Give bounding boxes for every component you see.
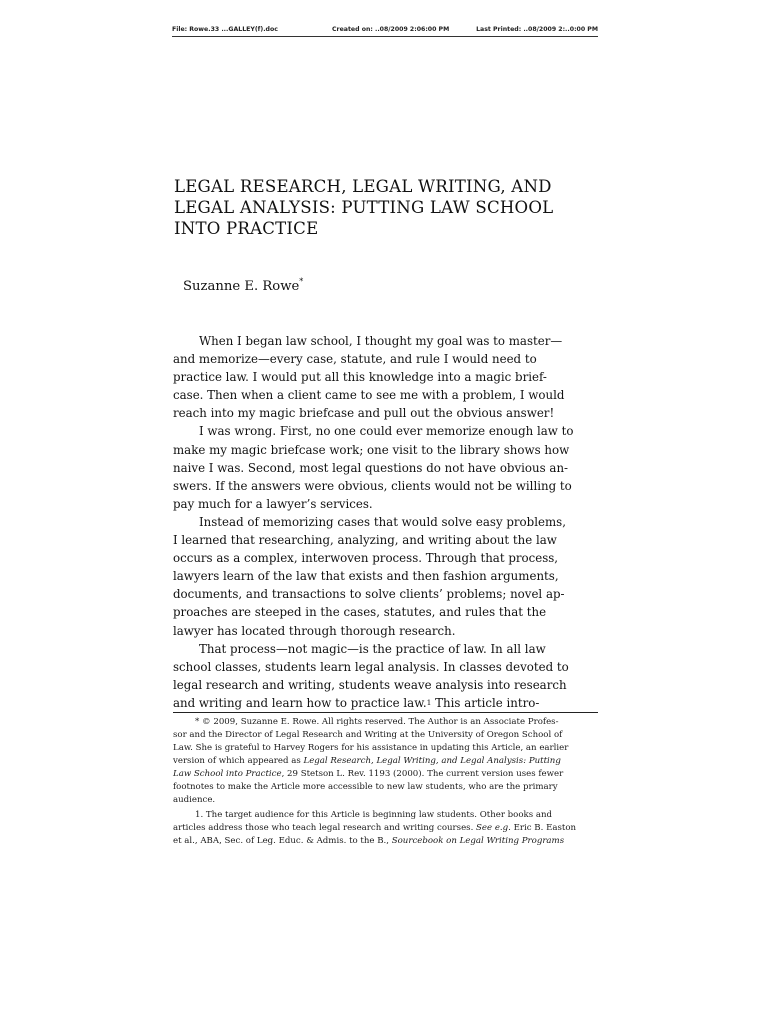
footnote-line (173, 755, 598, 768)
footnote-line (173, 835, 598, 848)
footnote-text: sor and the Director of Legal Research and Writing at the University of Oregon School of (173, 730, 563, 741)
footnote-line (173, 809, 598, 822)
body-line (173, 585, 598, 603)
body-line-text: That process—not magic—is the practice of law. In all law (199, 641, 546, 656)
body-line (173, 622, 598, 640)
body-line (173, 477, 598, 495)
footnote-line (173, 794, 598, 807)
body-line-text: naive I was. Second, most legal questions do not have obvious an- (173, 460, 569, 475)
body-line-text: case. Then when a client came to see me with a problem, I would (173, 388, 565, 403)
footnote-text: articles address those who teach legal research and writing courses. (173, 823, 474, 834)
body-line (173, 441, 598, 459)
body-line-text: practice law. I would put all this knowledge into a magic brief- (173, 370, 547, 385)
author-footnote-mark: * (299, 277, 304, 286)
footnote-text: version of which appeared as (173, 756, 301, 767)
title-line: LEGAL ANALYSIS: PUTTING LAW SCHOOL (174, 198, 554, 217)
body-line (173, 459, 598, 477)
footnote-text: audience. (173, 795, 216, 806)
footnote-text: et al., ABA, Sec. of Leg. Educ. & Admis. to the B., (173, 836, 390, 847)
body-line (173, 368, 598, 386)
footnotes (173, 716, 598, 848)
body-line-text: I learned that researching, analyzing, and writing about the law (173, 533, 557, 548)
body-line (173, 422, 598, 440)
body-line (173, 404, 598, 422)
body-line-text: When I began law school, I thought my goal was to master— (199, 334, 563, 348)
body-line (173, 640, 598, 658)
header-file-name: File: Rowe.33 ...GALLEY(f).doc (172, 26, 278, 33)
footnote-line (173, 729, 598, 742)
article-body (173, 332, 598, 712)
body-line (173, 676, 598, 694)
body-line (173, 603, 598, 621)
title-line: INTO PRACTICE (174, 219, 319, 238)
body-line-text: and memorize—every case, statute, and rule I would need to (173, 352, 537, 367)
footnote-citation-title: Sourcebook on Legal Writing Programs (391, 836, 565, 847)
body-line-text: legal research and writing, students weave analysis into research (173, 677, 567, 692)
body-line-text: proaches are steeped in the cases, statutes, and rules that the (173, 605, 547, 620)
body-line-text: lawyers learn of the law that exists and then fashion arguments, (173, 569, 559, 584)
footnote-citation-title: Legal Research, Legal Writing, and Legal Analysis: Putting (303, 756, 561, 767)
header-divider (172, 36, 598, 37)
footnote-text: footnotes to make the Article more accessible to new law students, who are the primary (173, 782, 558, 793)
header-created-date: Created on: ..08/2009 2:06:00 PM (332, 26, 450, 33)
body-line-text: This article intro- (435, 695, 540, 710)
body-line (173, 495, 598, 513)
body-line-text: make my magic briefcase work; one visit to the library shows how (173, 442, 570, 457)
footnote-text: 1. The target audience for this Article is beginning law students. Other books and (195, 810, 553, 821)
footnote-line (173, 822, 598, 835)
body-line-text: reach into my magic briefcase and pull out the obvious answer! (173, 406, 555, 421)
footnote-line (173, 768, 598, 781)
body-line (173, 350, 598, 368)
body-line-text: lawyer has located through thorough research. (173, 623, 456, 638)
body-line (173, 658, 598, 676)
body-line-text: and writing and learn how to practice law. (173, 695, 427, 710)
author-name: Suzanne E. Rowe (183, 279, 300, 294)
body-line (173, 513, 598, 531)
footnote-citation-title: Law School into Practice (173, 769, 282, 780)
footnote-ref-1[interactable]: 1 (426, 697, 432, 707)
body-line (173, 332, 598, 350)
body-line-text: documents, and transactions to solve clients’ problems; novel ap- (173, 587, 565, 602)
body-line-text: I was wrong. First, no one could ever memorize enough law to (199, 424, 574, 439)
footnote-line (173, 716, 598, 729)
article-title (174, 176, 594, 239)
body-line (173, 567, 598, 585)
footnote-text: * © 2009, Suzanne E. Rowe. All rights reserved. The Author is an Associate Profes- (195, 717, 559, 727)
title-line: LEGAL RESEARCH, LEGAL WRITING, AND (174, 177, 552, 196)
header-printed-date: Last Printed: ..08/2009 2:..0:00 PM (476, 26, 598, 33)
body-line (173, 694, 598, 712)
footnote-line (173, 742, 598, 755)
body-line-text: occurs as a complex, interwoven process. Through that process, (173, 551, 559, 566)
footnote-line (173, 781, 598, 794)
body-line (173, 386, 598, 404)
footnote-divider (173, 712, 598, 713)
author-byline (183, 277, 303, 294)
footnote-text: Law. She is grateful to Harvey Rogers for his assistance in updating this Article, an earlier (173, 743, 569, 754)
body-line-text: pay much for a lawyer’s services. (173, 496, 373, 511)
body-line (173, 531, 598, 549)
footnote-signal: See e.g. (476, 823, 511, 834)
body-line-text: school classes, students learn legal analysis. In classes devoted to (173, 659, 569, 674)
running-header (172, 26, 598, 36)
body-line-text: swers. If the answers were obvious, clients would not be willing to (173, 478, 572, 493)
footnote-text: , 29 Stetson L. Rev. 1193 (2000). The current version uses fewer (281, 769, 564, 780)
footnote-text: Eric B. Easton (513, 823, 577, 834)
body-line-text: Instead of memorizing cases that would solve easy problems, (199, 514, 566, 529)
body-line (173, 549, 598, 567)
